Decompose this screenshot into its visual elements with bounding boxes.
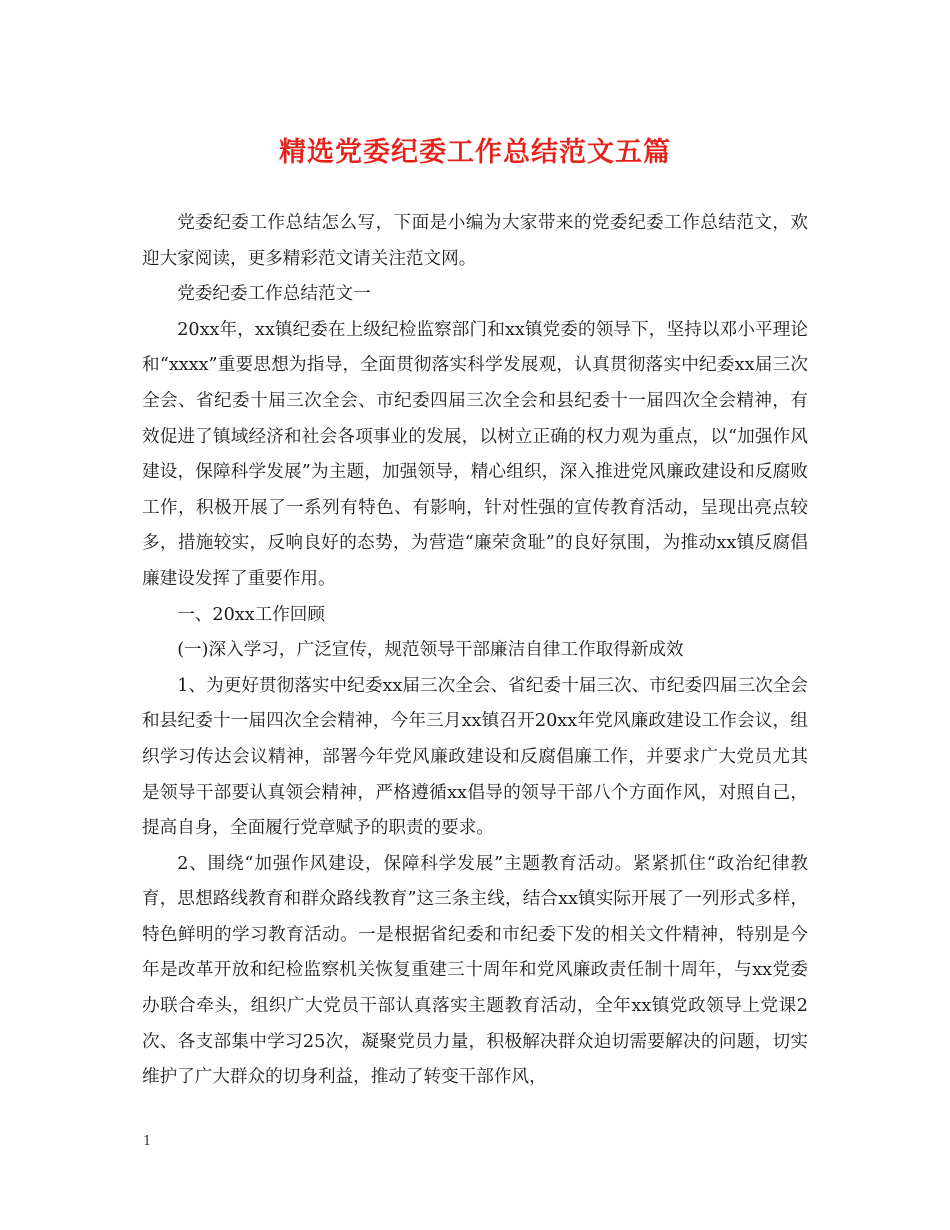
paragraph-intro: 党委纪委工作总结怎么写，下面是小编为大家带来的党委纪委工作总结范文，欢迎大家阅读，更多精彩范文请关注范文网。 <box>142 213 808 269</box>
paragraph-overview: 20xx年，xx镇纪委在上级纪检监察部门和xx镇党委的领导下，坚持以邓小平理论和“xxxx”重要思想为指导，全面贯彻落实科学发展观，认真贯彻落实中纪委xx届三次全会、省纪委十届三次全会、市纪委四届三次全会和县纪委十一届四次全会精神，有效促进了镇域经济和社会各项事业的发展，以树立正确的权力观为重点，以“加强作风建设，保障科学发展”为主题，加强领导，精心组织，深入推进党风廉政建设和反腐败工作，积极开展了一系列有特色、有影响，针对性强的宣传教育活动，呈现出亮点较多，措施较实，反响良好的态势，为营造“廉荣贪耻”的良好氛围，为推动xx镇反腐倡廉建设发挥了重要作用。 <box>142 319 808 589</box>
section-heading-review: 一、20xx工作回顾 <box>177 604 325 625</box>
page-number: 1 <box>143 1134 152 1149</box>
paragraph-item-two: 2、围绕“加强作风建设，保障科学发展”主题教育活动。紧紧抓住“政治纪律教育，思想路线教育和群众路线教育”这三条主线，结合xx镇实际开展了一列形式多样，特色鲜明的学习教育活动。一是根据省纪委和市纪委下发的相关文件精神，特别是今年是改革开放和纪检监察机关恢复重建三十周年和党风廉政责任制十周年，与xx党委办联合牵头，组织广大党员干部认真落实主题教育活动，全年xx镇党政领导上党课2次、各支部集中学习25次，凝聚党员力量，积极解决群众迫切需要解决的问题，切实维护了广大群众的切身利益，推动了转变干部作风， <box>142 853 808 1088</box>
document-title: 精选党委纪委工作总结范文五篇 <box>279 137 671 168</box>
subsection-heading-one: (一)深入学习，广泛宣传，规范领导干部廉洁自律工作取得新成效 <box>177 640 684 661</box>
paragraph-item-one: 1、为更好贯彻落实中纪委xx届三次全会、省纪委十届三次、市纪委四届三次全会和县纪委十一届四次全会精神，今年三月xx镇召开20xx年党风廉政建设工作会议，组织学习传达会议精神，部署今年党风廉政建设和反腐倡廉工作，并要求广大党员尤其是领导干部要认真领会精神，严格遵循xx倡导的领导干部八个方面作风，对照自己，提高自身，全面履行党章赋予的职责的要求。 <box>142 675 808 839</box>
document-body <box>142 206 808 1096</box>
section-heading-sample-one: 党委纪委工作总结范文一 <box>177 284 371 305</box>
